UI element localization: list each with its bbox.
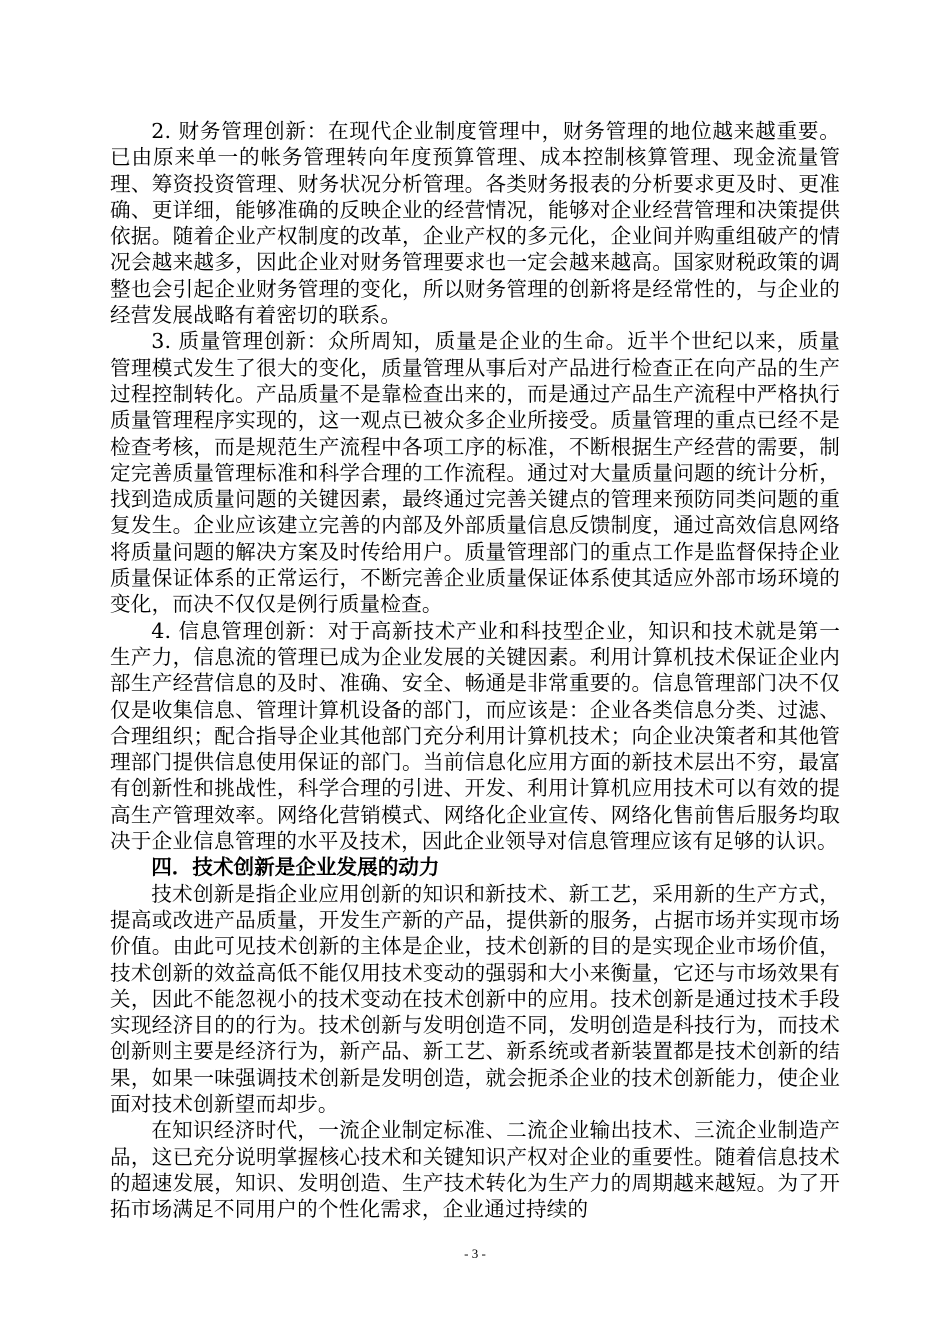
body-text bbox=[110, 118, 840, 1222]
section-heading: 四．技术创新是企业发展的动力 bbox=[151, 855, 440, 880]
paragraph-financial-management: 2. 财务管理创新：在现代企业制度管理中，财务管理的地位越来越重要。已由原来单一的帐务管理转向年度预算管理、成本控制核算管理、现金流量管理、筹资投资管理、财务状况分析管理。各类财务报表的分析要求更及时、更准确、更详细，能够准确的反映企业的经营情况，能够对企业经营管理和决策提供依据。随着企业产权制度的改革，企业产权的多元化，企业间并购重组破产的情况会越来越多，因此企业对财务管理要求也一定会越来越高。国家财税政策的调整也会引起企业财务管理的变化，所以财务管理的创新将是经常性的，与企业的经营发展战略有着密切的联系。 bbox=[110, 119, 840, 328]
page-number: - 3 - bbox=[464, 1246, 486, 1261]
paragraph-quality-management: 3. 质量管理创新：众所周知，质量是企业的生命。近半个世纪以来，质量管理模式发生了很大的变化，质量管理从事后对产品进行检查正在向产品的生产过程控制转化。产品质量不是靠检查出来的，而是通过产品生产流程中严格执行质量管理程序实现的，这一观点已被众多企业所接受。质量管理的重点已经不是检查考核，而是规范生产流程中各项工序的标准，不断根据生产经营的需要，制定完善质量管理标准和科学合理的工作流程。通过对大量质量问题的统计分析，找到造成质量问题的关键因素，最终通过完善关键点的管理来预防同类问题的重复发生。企业应该建立完善的内部及外部质量信息反馈制度，通过高效信息网络将质量问题的解决方案及时传给用户。质量管理部门的重点工作是监督保持企业质量保证体系的正常运行，不断完善企业质量保证体系使其适应外部市场环境的变化，而决不仅仅是例行质量检查。 bbox=[110, 329, 840, 617]
paragraph-information-management: 4. 信息管理创新：对于高新技术产业和科技型企业，知识和技术就是第一生产力，信息流的管理已成为企业发展的关键因素。利用计算机技术保证企业内部生产经营信息的及时、准确、安全、畅通是非常重要的。信息管理部门决不仅仅是收集信息、管理计算机设备的部门，而应该是：企业各类信息分类、过滤、合理组织；配合指导企业其他部门充分利用计算机技术；向企业决策者和其他管理部门提供信息使用保证的部门。当前信息化应用方面的新技术层出不穷，最富有创新性和挑战性，科学合理的引进、开发、利用计算机应用技术可以有效的提高生产管理效率。网络化营销模式、网络化企业宣传、网络化售前售后服务均取决于企业信息管理的水平及技术，因此企业领导对信息管理应该有足够的认识。 bbox=[110, 618, 840, 854]
paragraph-technology-innovation: 技术创新是指企业应用创新的知识和新技术、新工艺，采用新的生产方式，提高或改进产品质量，开发生产新的产品，提供新的服务，占据市场并实现市场价值。由此可见技术创新的主体是企业，技术创新的目的是实现企业市场价值，技术创新的效益高低不能仅用技术变动的强弱和大小来衡量，它还与市场效果有关，因此不能忽视小的技术变动在技术创新中的应用。技术创新是通过技术手段实现经济目的的行为。技术创新与发明创造不同，发明创造是科技行为，而技术创新则主要是经济行为，新产品、新工艺、新系统或者新装置都是技术创新的结果，如果一味强调技术创新是发明创造，就会扼杀企业的技术创新能力，使企业面对技术创新望而却步。 bbox=[110, 881, 840, 1116]
paragraph-knowledge-economy: 在知识经济时代，一流企业制定标准、二流企业输出技术、三流企业制造产品，这已充分说明掌握核心技术和关键知识产权对企业的重要性。随着信息技术的超速发展，知识、发明创造、生产技术转化为生产力的周期越来越短。为了开拓市场满足不同用户的个性化需求，企业通过持续的 bbox=[110, 1118, 840, 1222]
